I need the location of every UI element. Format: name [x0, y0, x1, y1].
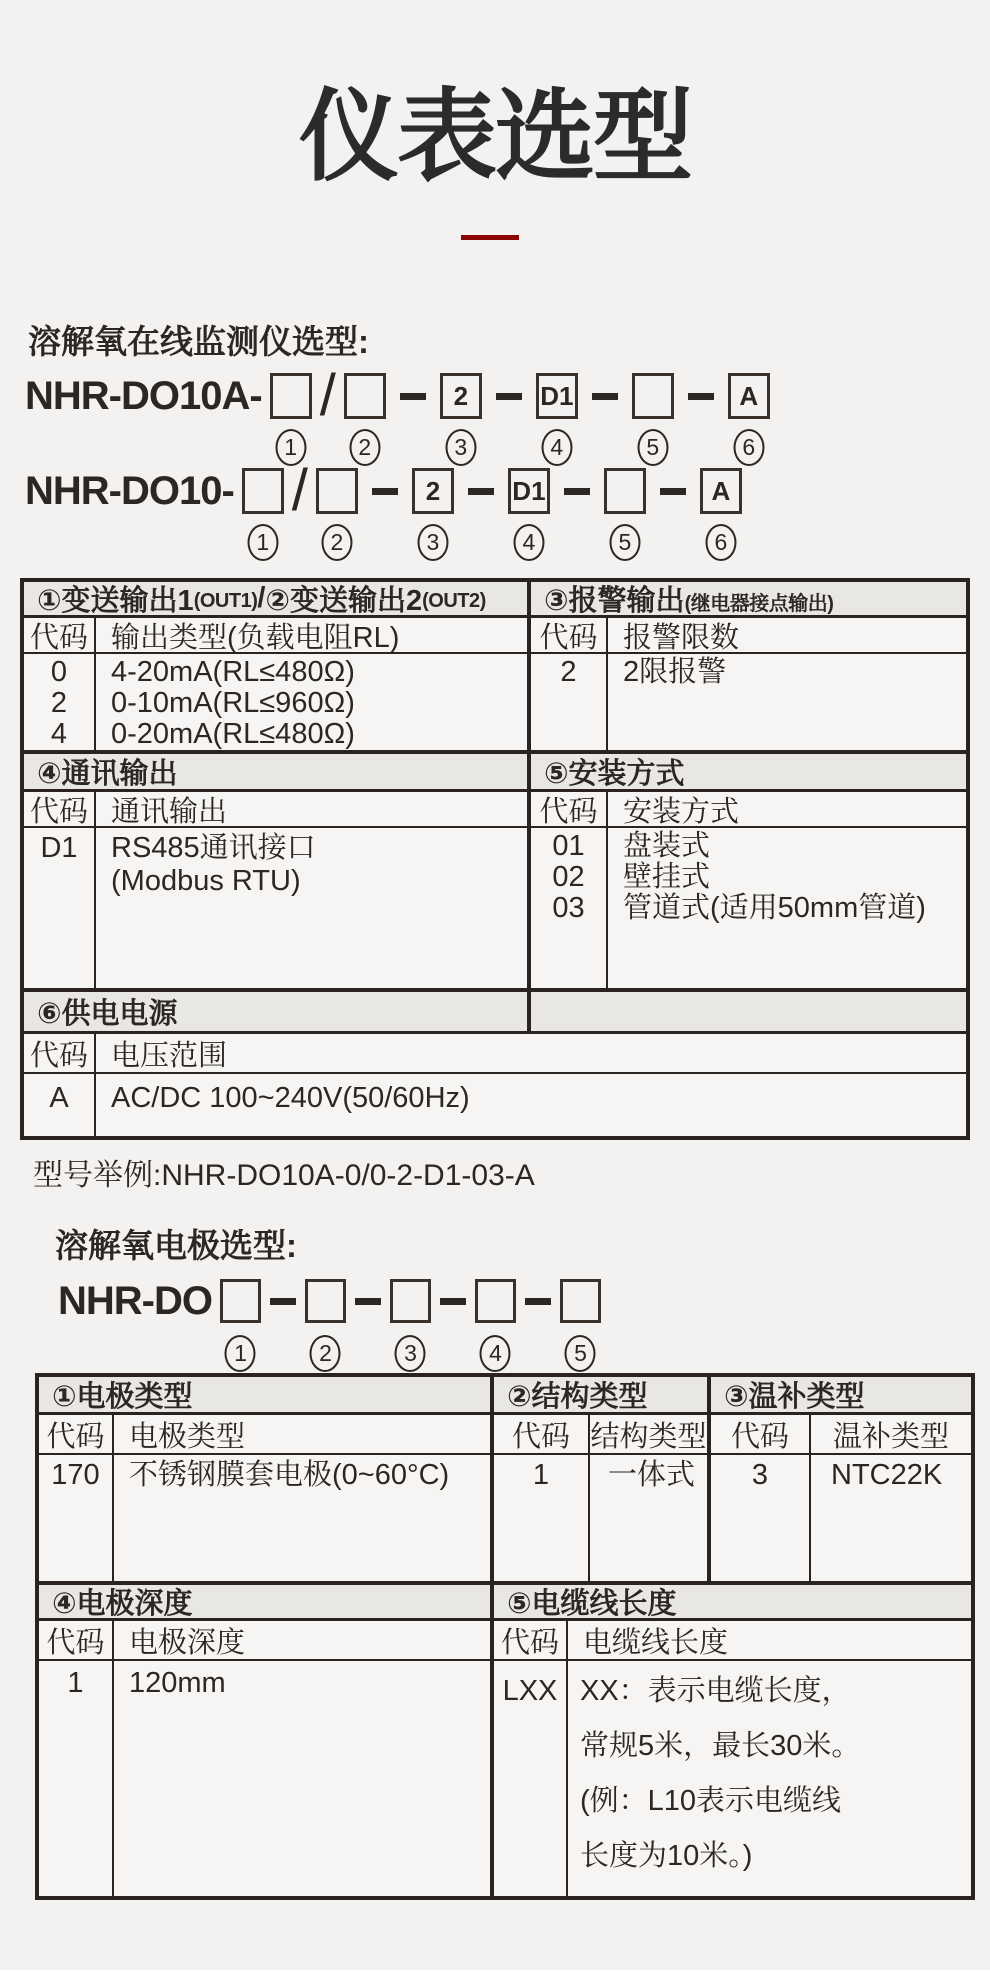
out1-out2-group-header: [24, 582, 531, 615]
dash-icon: [564, 488, 590, 495]
table-row: [24, 654, 966, 754]
comm-column-header: 通讯输出: [96, 792, 531, 826]
desc-cell: [568, 1661, 971, 1896]
model-line-nhr-do10: [25, 458, 742, 555]
model-slot-3: [390, 1279, 431, 1366]
table-row: [24, 754, 966, 792]
desc-value: 壁挂式: [623, 861, 711, 893]
table-row: [39, 1661, 971, 1896]
code-value: 02: [552, 861, 585, 893]
position-circle: 1: [247, 524, 278, 561]
position-circle: 2: [310, 1335, 341, 1372]
desc-value: 一体式: [608, 1459, 696, 1491]
model-example-text: 型号举例:NHR-DO10A-0/0-2-D1-03-A: [33, 1159, 535, 1192]
structure-type-group-header: ②结构类型: [494, 1377, 711, 1412]
position-circle: 2: [321, 524, 352, 561]
cable-length-group-header: ⑤电缆线长度: [494, 1585, 971, 1618]
code-value: 2: [560, 656, 577, 688]
model-slot-5: [604, 468, 646, 555]
desc-value: 120mm: [129, 1667, 226, 1699]
desc-value: 4-20mA(RL≤480Ω): [111, 656, 355, 688]
desc-cell: [608, 654, 966, 750]
cable-length-column-header: 电缆线长度: [583, 1626, 729, 1659]
code-value: D1: [40, 832, 78, 864]
table-row: [39, 1621, 971, 1661]
model-prefix: NHR-DO: [58, 1278, 212, 1323]
code-column-header: 代码: [24, 1034, 96, 1072]
code-column-header: 代码: [531, 618, 608, 652]
dash-icon: [592, 393, 618, 400]
desc-cell: [96, 654, 531, 750]
alarm-group-header: [531, 582, 966, 615]
desc-value: 不锈钢膜套电极(0~60°C): [129, 1459, 450, 1491]
desc-value: 常规5米，最长30米。: [580, 1730, 861, 1762]
code-value: 4: [50, 718, 68, 750]
position-circle: 6: [705, 524, 736, 561]
group-header-note: (继电器接点输出): [684, 592, 834, 615]
code-column-header: 代码: [39, 1621, 114, 1659]
code-cell: A: [24, 1074, 96, 1136]
model-code-box: A: [728, 373, 770, 419]
temp-comp-column-header: 温补类型: [832, 1420, 949, 1453]
group-header-text: ③报警输出: [544, 585, 685, 615]
section1-heading: 溶解氧在线监测仪选型:: [28, 323, 369, 360]
output-type-column-header: 输出类型(负载电阻RL): [96, 618, 531, 652]
table-row: [39, 1585, 971, 1621]
model-slot-5: [560, 1279, 601, 1366]
alarm-limit-column-header: 报警限数: [623, 621, 740, 652]
code-value: 1: [532, 1459, 550, 1491]
group-header-text: /: [257, 582, 266, 614]
model-slot-3: [412, 468, 454, 555]
desc-value: (Modbus RTU): [111, 865, 301, 897]
install-group-header: ⑤安装方式: [531, 754, 966, 789]
desc-value: 长度为10米。): [580, 1840, 753, 1872]
position-circle: 5: [637, 429, 668, 466]
dash-icon: [468, 488, 494, 495]
code-value: 170: [51, 1459, 100, 1491]
group-header-text: ②变送输出2: [265, 585, 423, 615]
code-column-header: 代码: [494, 1415, 590, 1453]
desc-cell: [590, 1455, 711, 1581]
group-header-text: ①变送输出1: [37, 585, 194, 615]
model-slot-2: [344, 373, 386, 460]
section2-heading: 溶解氧电极选型:: [55, 1227, 297, 1264]
code-column-header: 代码: [24, 618, 96, 652]
desc-value: 盘装式: [623, 830, 711, 862]
model-code-box: 2: [412, 468, 454, 514]
position-circle: 2: [349, 429, 380, 466]
model-slot-1: [220, 1279, 261, 1366]
dash-icon: [355, 1298, 381, 1305]
dash-icon: [660, 488, 686, 495]
model-prefix: NHR-DO10-: [25, 468, 234, 513]
model-prefix: NHR-DO10A-: [25, 373, 262, 418]
code-cell: [531, 828, 608, 988]
model-line-nhr-do10a: [25, 363, 770, 460]
code-cell: [531, 654, 608, 750]
voltage-range-column-header: 电压范围: [111, 1039, 228, 1072]
title-accent-divider: [461, 235, 519, 240]
desc-value: 2限报警: [623, 656, 727, 688]
code-column-header: 代码: [39, 1415, 114, 1453]
code-value: 03: [552, 892, 585, 924]
model-code-box: [316, 468, 358, 514]
position-circle: 4: [541, 429, 572, 466]
table-row: [39, 1377, 971, 1415]
desc-cell: AC/DC 100~240V(50/60Hz): [111, 1082, 470, 1114]
position-circle: 3: [445, 429, 476, 466]
group-header-note: (OUT2): [422, 589, 486, 612]
desc-cell: [96, 828, 531, 988]
dash-icon: [270, 1298, 296, 1305]
model-code-box: [390, 1279, 431, 1323]
code-column-header: 代码: [711, 1415, 811, 1453]
table-row: [39, 1415, 971, 1455]
slash-separator: /: [291, 458, 308, 523]
code-value: 3: [751, 1459, 769, 1491]
position-circle: 5: [565, 1335, 596, 1372]
code-cell: [24, 828, 96, 988]
desc-cell: [608, 828, 966, 988]
desc-value: XX：表示电缆长度，: [580, 1675, 851, 1707]
model-slot-1: [242, 468, 284, 555]
model-slot-2: [316, 468, 358, 555]
dash-icon: [372, 488, 398, 495]
position-circle: 5: [609, 524, 640, 561]
electrode-type-column-header: 电极类型: [114, 1415, 494, 1453]
table-row: [24, 618, 966, 654]
code-column-header: 代码: [494, 1621, 568, 1659]
desc-value: 0-20mA(RL≤480Ω): [111, 718, 355, 750]
code-value: 0: [50, 656, 68, 688]
code-cell: [711, 1455, 811, 1581]
electrode-depth-group-header: ④电极深度: [39, 1585, 494, 1618]
dash-icon: [496, 393, 522, 400]
model-code-box: [220, 1279, 261, 1323]
temp-comp-group-header: ③温补类型: [711, 1377, 971, 1412]
position-circle: 4: [513, 524, 544, 561]
code-cell: [494, 1455, 590, 1581]
model-slot-6: [700, 468, 742, 555]
model-code-box: D1: [508, 468, 550, 514]
model-code-box: D1: [536, 373, 578, 419]
code-cell: [39, 1661, 114, 1896]
code-cell: [39, 1455, 114, 1581]
position-circle: 1: [275, 429, 306, 466]
table-row: [24, 828, 966, 992]
code-cell: [24, 654, 96, 750]
desc-value: 管道式(适用50mm管道): [623, 892, 926, 924]
desc-cell: [811, 1455, 971, 1581]
structure-type-column-header: 结构类型: [590, 1415, 711, 1453]
position-circle: 3: [417, 524, 448, 561]
model-code-box: [560, 1279, 601, 1323]
page-title: 仪表选型: [299, 81, 691, 193]
table-row: [24, 1074, 966, 1136]
position-circle: 1: [225, 1335, 256, 1372]
dash-icon: [440, 1298, 466, 1305]
install-column-header: 安装方式: [623, 795, 740, 826]
electrode-depth-column-header: 电极深度: [114, 1621, 494, 1659]
group-header-note: (OUT1): [193, 589, 258, 612]
model-code-box: [270, 373, 312, 419]
model-slot-6: [728, 373, 770, 460]
table-row: [24, 582, 966, 618]
model-code-box: [242, 468, 284, 514]
table-row: [24, 992, 966, 1034]
model-slot-2: [305, 1279, 346, 1366]
model-code-box: [344, 373, 386, 419]
code-value: 01: [552, 830, 585, 862]
dash-icon: [525, 1298, 551, 1305]
model-slot-5: [632, 373, 674, 460]
table-row: [39, 1455, 971, 1585]
model-code-box: [604, 468, 646, 514]
position-circle: 3: [395, 1335, 426, 1372]
table-row: [24, 1034, 966, 1074]
code-column-header: 代码: [24, 792, 96, 826]
table-row: [24, 792, 966, 828]
instrument-selection-table: [20, 578, 970, 1140]
desc-value: (例：L10表示电缆线: [580, 1785, 842, 1817]
desc-value: 0-10mA(RL≤960Ω): [111, 687, 355, 719]
slash-separator: /: [319, 363, 336, 428]
power-group-header-empty: [531, 992, 966, 1031]
model-line-nhr-do-electrode: [58, 1277, 601, 1366]
code-cell: [494, 1661, 568, 1896]
dash-icon: [400, 393, 426, 400]
model-code-box: [632, 373, 674, 419]
desc-cell: [114, 1661, 494, 1896]
model-code-box: 2: [440, 373, 482, 419]
power-group-header: ⑥供电电源: [24, 992, 531, 1031]
model-code-box: A: [700, 468, 742, 514]
dash-icon: [688, 393, 714, 400]
electrode-selection-table: [35, 1373, 975, 1900]
desc-cell: [114, 1455, 494, 1581]
position-circle: 4: [480, 1335, 511, 1372]
model-slot-1: [270, 373, 312, 460]
model-code-box: [305, 1279, 346, 1323]
model-slot-4: [508, 468, 550, 555]
footer-strip: [0, 1970, 990, 1981]
position-circle: 6: [733, 429, 764, 466]
model-slot-4: [475, 1279, 516, 1366]
desc-value: NTC22K: [831, 1459, 943, 1491]
model-slot-3: [440, 373, 482, 460]
desc-value: RS485通讯接口: [111, 832, 316, 864]
code-value: 2: [50, 687, 68, 719]
model-slot-4: [536, 373, 578, 460]
code-value: LXX: [502, 1675, 558, 1707]
comm-group-header: ④通讯输出: [24, 754, 531, 789]
model-code-box: [475, 1279, 516, 1323]
code-value: 1: [67, 1667, 84, 1699]
electrode-type-group-header: ①电极类型: [39, 1377, 494, 1412]
code-column-header: 代码: [531, 792, 608, 826]
